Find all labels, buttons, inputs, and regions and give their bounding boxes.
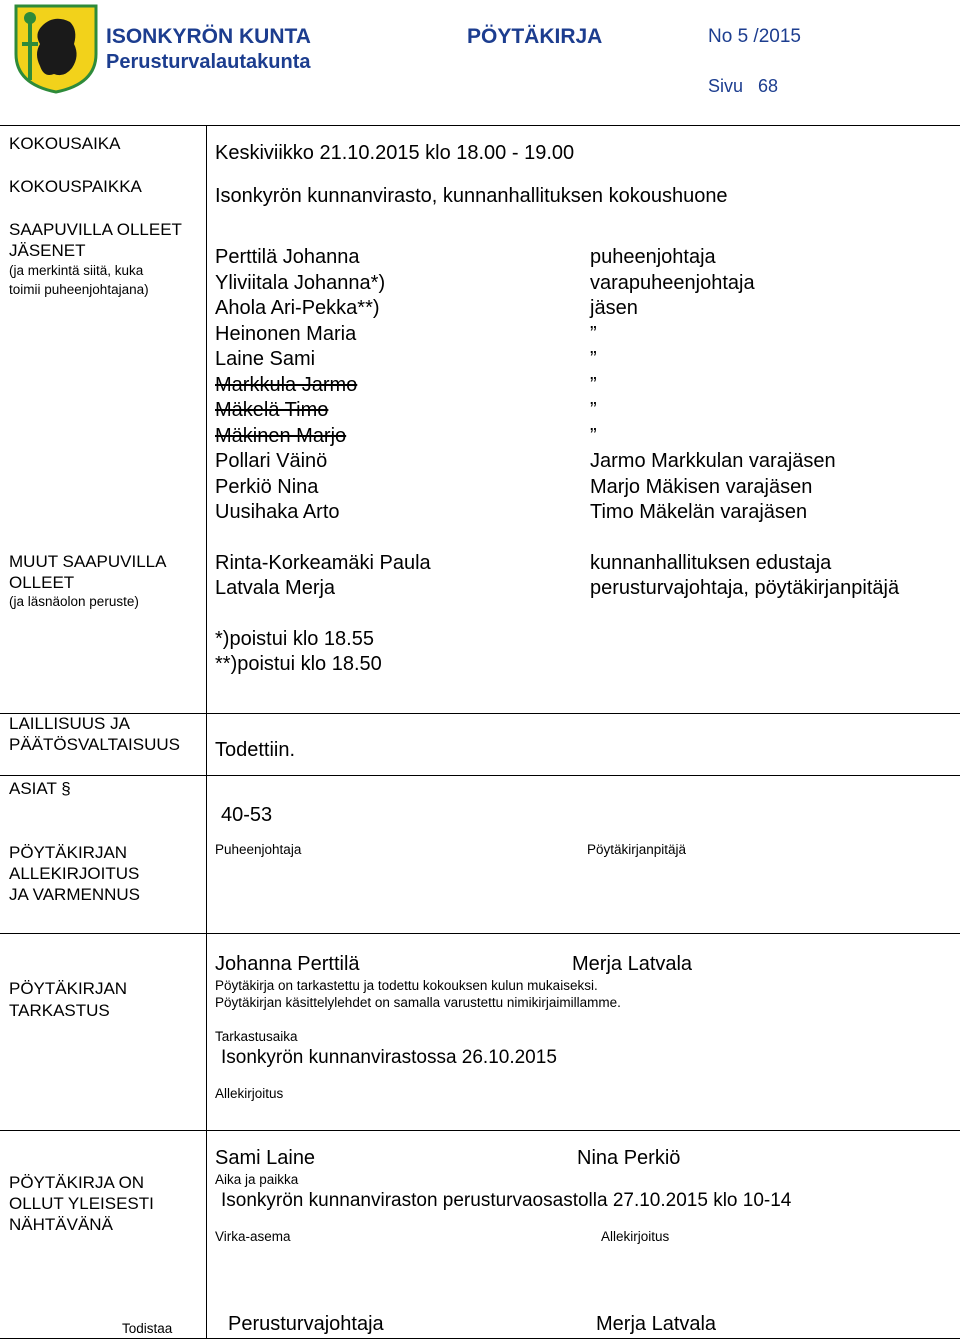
review-label: PÖYTÄKIRJAN xyxy=(9,979,128,998)
member-row xyxy=(215,424,955,450)
signing-label: PÖYTÄKIRJAN xyxy=(9,843,128,862)
legality-value: Todettiin. xyxy=(215,739,296,761)
member-row xyxy=(215,449,955,475)
others-label: MUUT SAAPUVILLA xyxy=(9,552,167,571)
items-value: 40-53 xyxy=(221,804,273,826)
publication-label: PÖYTÄKIRJA ON xyxy=(9,1173,145,1192)
member-name: Heinonen Maria xyxy=(215,322,357,345)
others-label: OLLEET xyxy=(9,573,75,592)
row-divider xyxy=(0,933,960,934)
secretary-caption: Pöytäkirjanpitäjä xyxy=(587,842,687,857)
member-name: Perttilä Johanna xyxy=(215,246,360,268)
member-role: Marjo Mäkisen varajäsen xyxy=(590,475,813,498)
member-role: ” xyxy=(590,348,597,370)
signing-label: JA VARMENNUS xyxy=(9,885,140,904)
member-row xyxy=(215,296,955,322)
office-value: Perusturvajohtaja xyxy=(228,1313,384,1335)
certify-label: Todistaa xyxy=(122,1321,173,1336)
review-statement: Pöytäkirja on tarkastettu ja todettu kokouksen kulun mukaiseksi. xyxy=(215,978,598,993)
member-row xyxy=(215,322,955,348)
other-attendee-role: kunnanhallituksen edustaja xyxy=(590,552,832,574)
meeting-time-label: KOKOUSAIKA xyxy=(9,134,121,153)
office-caption: Virka-asema xyxy=(215,1229,291,1244)
member-row xyxy=(215,271,955,297)
departure-note: *)poistui klo 18.55 xyxy=(215,628,374,650)
members-label: JÄSENET xyxy=(9,241,86,260)
member-name: Uusihaka Arto xyxy=(215,501,340,523)
other-attendee-name: Rinta-Korkeamäki Paula xyxy=(215,552,431,574)
review-statement: Pöytäkirjan käsittelylehdet on samalla varustettu nimikirjaimillamme. xyxy=(215,995,621,1010)
departure-note: **)poistui klo 18.50 xyxy=(215,653,382,675)
municipality-name: ISONKYRÖN KUNTA xyxy=(106,25,311,48)
member-row xyxy=(215,398,955,424)
member-name: Pollari Väinö xyxy=(215,450,328,472)
publication-label: NÄHTÄVÄNÄ xyxy=(9,1215,113,1234)
document-type: PÖYTÄKIRJA xyxy=(467,25,603,48)
member-role: Timo Mäkelän varajäsen xyxy=(590,501,808,523)
items-label: ASIAT § xyxy=(9,779,71,798)
publication-place-caption: Aika ja paikka xyxy=(215,1172,299,1187)
board-name: Perusturvalautakunta xyxy=(106,51,311,73)
member-row xyxy=(215,245,955,271)
publication-signature-caption: Allekirjoitus xyxy=(601,1229,670,1244)
members-label: SAAPUVILLA OLLEET xyxy=(9,220,182,239)
member-row xyxy=(215,373,955,399)
reviewer-name: Nina Perkiö xyxy=(577,1147,681,1169)
chair-caption: Puheenjohtaja xyxy=(215,842,302,857)
member-role: puheenjohtaja xyxy=(590,246,716,268)
member-name: Mäkinen Marjo xyxy=(215,424,347,447)
meeting-place-value: Isonkyrön kunnanvirasto, kunnanhallituksen kokoushuone xyxy=(215,185,728,207)
certifier-name: Merja Latvala xyxy=(596,1313,717,1335)
secretary-name: Merja Latvala xyxy=(572,953,693,975)
page-number: 68 xyxy=(758,76,779,96)
member-role: jäsen xyxy=(590,297,638,319)
member-name: Markkula Jarmo xyxy=(215,373,358,396)
members-note: toimii puheenjohtajana) xyxy=(9,282,149,297)
publication-label: OLLUT YLEISESTI xyxy=(9,1194,154,1213)
member-role: Jarmo Markkulan varajäsen xyxy=(590,450,836,472)
reviewer-name: Sami Laine xyxy=(215,1147,316,1169)
publication-place-value: Isonkyrön kunnanviraston perusturvaosastolla 27.10.2015 klo 10-14 xyxy=(221,1190,792,1211)
review-label: TARKASTUS xyxy=(9,1001,110,1020)
legality-label: PÄÄTÖSVALTAISUUS xyxy=(9,735,180,754)
label-column-divider xyxy=(206,125,207,1338)
members-list xyxy=(215,245,955,526)
row-divider xyxy=(0,1130,960,1131)
row-divider xyxy=(0,713,960,714)
coat-of-arms-icon xyxy=(14,4,98,94)
review-time-caption: Tarkastusaika xyxy=(215,1029,298,1044)
other-attendee-role: perusturvajohtaja, pöytäkirjanpitäjä xyxy=(590,577,900,599)
meeting-time-value: Keskiviikko 21.10.2015 klo 18.00 - 19.00 xyxy=(215,142,575,164)
member-role: ” xyxy=(590,399,597,421)
member-row xyxy=(215,475,955,501)
legality-label: LAILLISUUS JA xyxy=(9,714,130,733)
page-label: Sivu xyxy=(708,76,744,96)
chair-name: Johanna Perttilä xyxy=(215,953,360,975)
review-time-value: Isonkyrön kunnanvirastossa 26.10.2015 xyxy=(221,1047,557,1068)
others-note: (ja läsnäolon peruste) xyxy=(9,594,139,609)
members-note: (ja merkintä siitä, kuka xyxy=(9,263,144,278)
other-attendee-name: Latvala Merja xyxy=(215,577,336,599)
row-divider xyxy=(0,775,960,776)
signing-label: ALLEKIRJOITUS xyxy=(9,864,140,883)
member-row xyxy=(215,347,955,373)
member-name: Perkiö Nina xyxy=(215,475,319,498)
member-role: ” xyxy=(590,424,597,447)
member-name: Ahola Ari-Pekka**) xyxy=(215,297,380,319)
member-name: Yliviitala Johanna*) xyxy=(215,271,386,294)
review-signature-caption: Allekirjoitus xyxy=(215,1086,284,1101)
table-top-border xyxy=(0,125,960,126)
document-number: No 5 /2015 xyxy=(708,26,801,47)
member-role: varapuheenjohtaja xyxy=(590,271,755,294)
member-name: Laine Sami xyxy=(215,348,316,370)
meeting-place-label: KOKOUSPAIKKA xyxy=(9,177,142,196)
member-role: ” xyxy=(590,373,597,396)
member-row xyxy=(215,500,955,526)
member-role: ” xyxy=(590,322,597,345)
member-name: Mäkelä Timo xyxy=(215,399,329,421)
